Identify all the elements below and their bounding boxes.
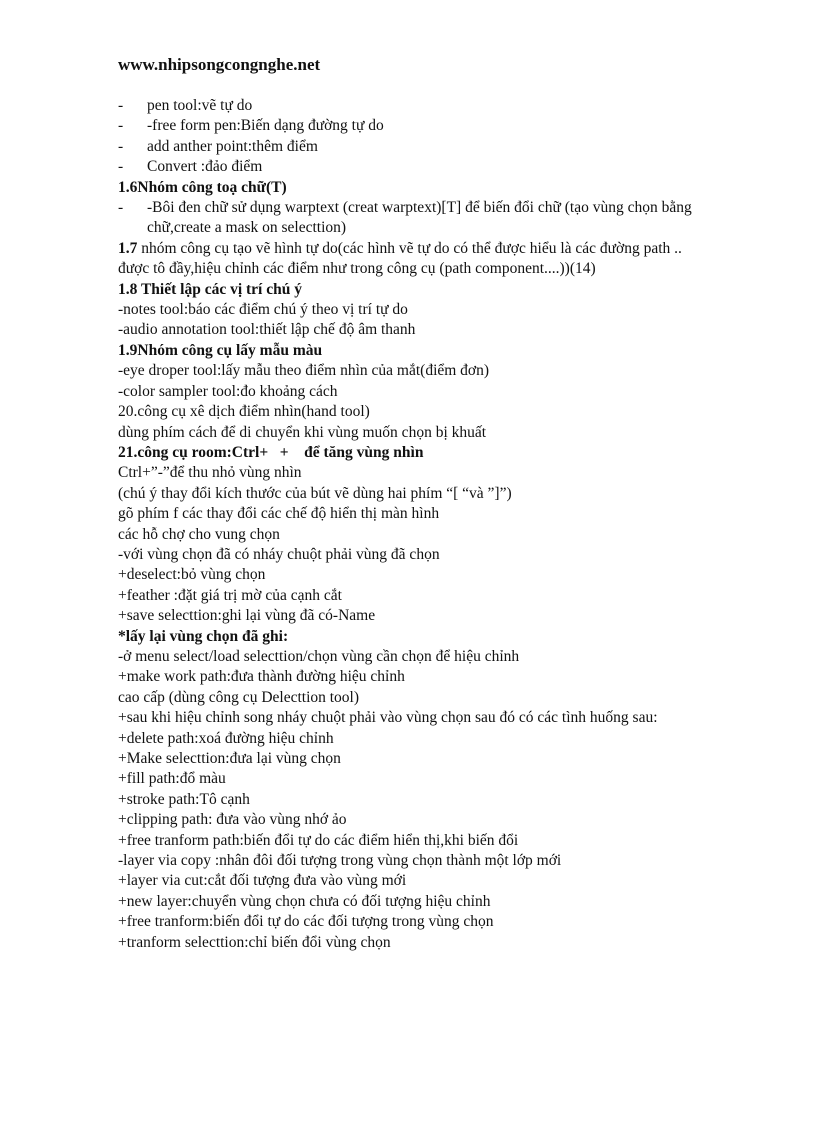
- section-number: 1.7: [118, 239, 138, 257]
- text-line: +tranform selecttion:chỉ biến đổi vùng chọn: [118, 933, 391, 951]
- list-item: [118, 96, 718, 116]
- text-line: các hỗ chợ cho vung chọn: [118, 525, 280, 543]
- text-line: +delete path:xoá đường hiệu chỉnh: [118, 729, 334, 747]
- list-item-text: Convert :đảo điểm: [147, 158, 263, 176]
- text-line: -notes tool:báo các điểm chú ý theo vị trí tự do: [118, 301, 408, 319]
- text-line: -color sampler tool:đo khoảng cách: [118, 382, 338, 400]
- text-line: -ở menu select/load selecttion/chọn vùng cần chọn để hiệu chỉnh: [118, 647, 520, 665]
- text-line: +layer via cut:cắt đối tượng đưa vào vùng mới: [118, 872, 407, 890]
- text-line: +stroke path:Tô cạnh: [118, 790, 250, 808]
- text-line: +make work path:đưa thành đường hiệu chỉnh: [118, 668, 405, 686]
- section-heading: 1.6Nhóm công toạ chữ(T): [118, 178, 287, 196]
- section-heading: *lấy lại vùng chọn đã ghi:: [118, 627, 289, 645]
- bullet-dash: -: [118, 158, 124, 176]
- section-heading: 1.9Nhóm công cụ lấy mẫu màu: [118, 341, 323, 359]
- list-item-text: -Bôi đen chữ sử dụng warptext (creat warptext)[T] để biến đổi chữ (tạo vùng chọn bằng chữ,create a mask on selecttion): [147, 199, 692, 237]
- text-line: +deselect:bỏ vùng chọn: [118, 566, 266, 584]
- paragraph-text: nhóm công cụ tạo vẽ hình tự do(các hình vẽ tự do có thể được hiểu là các đường path .. được tô đầy,hiệu chỉnh các điểm như trong công cụ (path component....))(14): [118, 239, 682, 278]
- text-line: +save selecttion:ghi lại vùng đã có-Name: [118, 607, 376, 625]
- paragraph: [118, 239, 688, 280]
- list-item-text: pen tool:vẽ tự do: [147, 97, 253, 114]
- list-item: [118, 157, 718, 177]
- site-header: www.nhipsongcongnghe.net: [118, 55, 321, 74]
- bullet-dash: -: [118, 137, 124, 155]
- list-item-text: add anther point:thêm điểm: [147, 137, 318, 155]
- text-line: (chú ý thay đổi kích thước của bút vẽ dùng hai phím “[ “và ”]”): [118, 484, 512, 502]
- text-line: +free tranform path:biến đổi tự do các điểm hiển thị,khi biến đổi: [118, 831, 519, 849]
- text-line: cao cấp (dùng công cụ Delecttion tool): [118, 688, 360, 706]
- section-heading: 1.8 Thiết lập các vị trí chú ý: [118, 280, 302, 298]
- text-line: +clipping path: đưa vào vùng nhớ ảo: [118, 811, 347, 829]
- text-line: gõ phím f các thay đổi các chế độ hiển thị màn hình: [118, 505, 440, 523]
- list-item: [118, 198, 707, 239]
- text-line: Ctrl+”-”để thu nhỏ vùng nhìn: [118, 464, 302, 482]
- section-heading: 21.công cụ room:Ctrl+ + để tăng vùng nhìn: [118, 443, 424, 461]
- text-line: +new layer:chuyển vùng chọn chưa có đối tượng hiệu chỉnh: [118, 892, 491, 910]
- document-page: [118, 52, 718, 953]
- text-line: +free tranform:biến đổi tự do các đối tượng trong vùng chọn: [118, 913, 494, 931]
- text-line: dùng phím cách để di chuyển khi vùng muốn chọn bị khuất: [118, 423, 487, 441]
- list-item: [118, 137, 718, 157]
- list-item: [118, 116, 718, 136]
- text-line: -layer via copy :nhân đôi đối tượng trong vùng chọn thành một lớp mới: [118, 852, 562, 870]
- paragraph: +sau khi hiệu chỉnh song nháy chuột phải vào vùng chọn sau đó có các tình huống sau:: [118, 709, 658, 727]
- text-line: -audio annotation tool:thiết lập chế độ âm thanh: [118, 321, 416, 339]
- text-line: -với vùng chọn đã có nháy chuột phải vùng đã chọn: [118, 545, 440, 563]
- bullet-dash: -: [118, 97, 124, 114]
- list-item-text: -free form pen:Biến dạng đường tự do: [147, 117, 384, 135]
- bullet-dash: -: [118, 199, 124, 217]
- text-line: 20.công cụ xê dịch điểm nhìn(hand tool): [118, 403, 370, 421]
- text-line: +fill path:đổ màu: [118, 770, 226, 788]
- bullet-dash: -: [118, 117, 124, 135]
- text-line: +feather :đặt giá trị mờ của cạnh cắt: [118, 586, 342, 604]
- text-line: -eye droper tool:lấy mẫu theo điểm nhìn của mắt(điểm đơn): [118, 362, 490, 380]
- text-line: +Make selecttion:đưa lại vùng chọn: [118, 750, 341, 767]
